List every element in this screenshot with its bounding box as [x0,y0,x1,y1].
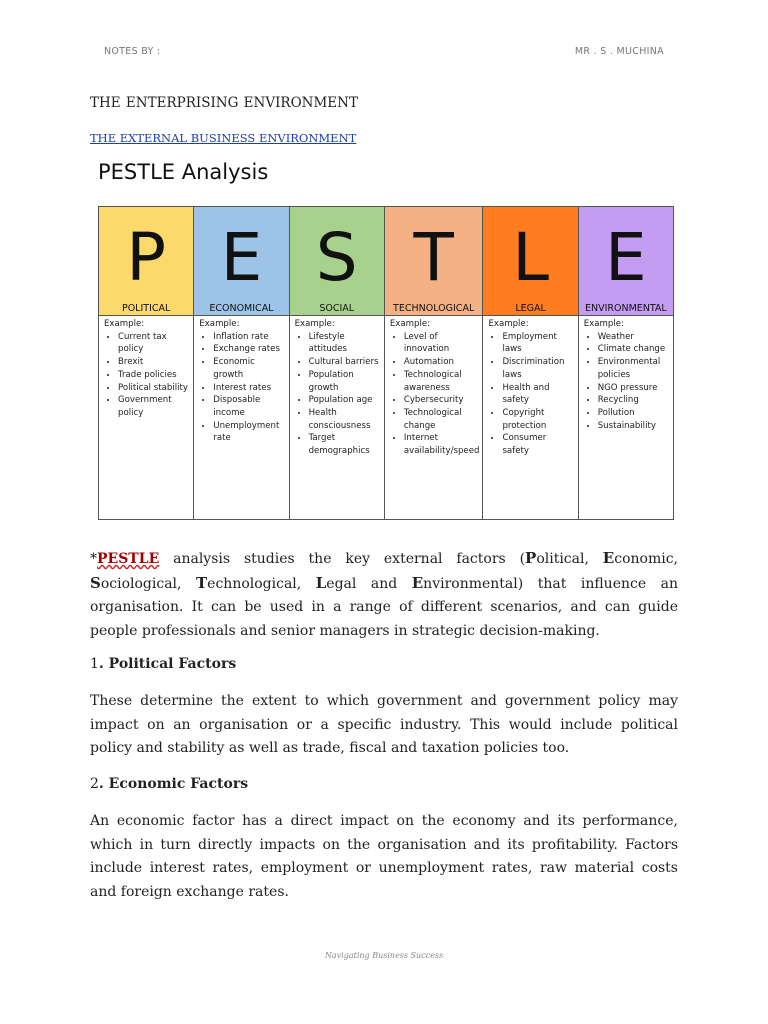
pestle-column-environmental [579,207,673,519]
pestle-letter: E [220,219,263,296]
pestle-column-technological [385,207,484,519]
pestle-column-name: TECHNOLOGICAL [393,303,475,314]
list-item: • Sustainability [598,420,670,433]
list-item: • Discrimination laws [502,356,574,381]
example-label: Example: [389,319,431,329]
pestle-column-header [483,207,577,316]
pestle-column-body [290,316,384,519]
pestle-column-name: SOCIAL [319,303,355,314]
list-item: • Health and safety [502,382,574,407]
pestle-column-economical [194,207,289,519]
initial-letter: T [196,573,208,592]
initial-letter: L [315,573,327,592]
intro-text: egal and [326,575,412,592]
intro-text: analysis studies the key external factors ( [159,551,526,567]
pestle-column-body [483,316,577,519]
header-author: MR . S . MUCHINA [574,46,664,57]
intro-text: olitical, [536,551,603,567]
list-item: • Technological awareness [404,369,480,394]
pestle-column-name: LEGAL [515,303,546,314]
intro-text: conomic, [614,551,678,567]
list-item: • Population growth [309,369,381,394]
section-paragraph-political: These determine the extent to which government and government policy may impact on an organisation or a specific industry. This would include political policy and stability as well as trade, fiscal and taxation policies too. [90,693,678,756]
pestle-column-legal [483,207,578,519]
list-item: • Environmental policies [598,356,670,381]
pestle-word: PESTLE [97,551,160,567]
section-number: 2 [90,776,99,792]
initial-letter: P [525,549,537,567]
list-item: • Political stability [118,382,190,395]
list-item: • Disposable income [213,394,285,419]
list-item: • Health consciousness [309,407,381,432]
pestle-column-header [99,207,193,316]
pestle-letter: P [126,219,167,296]
list-item: • Employment laws [502,331,574,356]
example-list [295,331,381,458]
document-title: THE ENTERPRISING ENVIRONMENT [90,95,358,111]
example-list [488,331,574,458]
list-item: • Current tax policy [118,331,190,356]
list-item: • Unemployment rate [213,420,285,445]
list-item: • Economic growth [213,356,285,381]
initial-letter: E [602,549,615,567]
pestle-column-header [290,207,384,316]
pestle-column-header [385,207,483,316]
pestle-analysis-title: PESTLE Analysis [98,160,269,184]
example-label: Example: [104,319,145,329]
example-list [104,331,190,420]
pestle-column-name: ENVIRONMENTAL [584,303,667,314]
pestle-column-header [579,207,673,316]
example-label: Example: [488,319,529,329]
list-item: • Interest rates [213,382,285,395]
example-label: Example: [199,319,240,329]
list-item: • Trade policies [118,369,190,382]
list-item: • Government policy [118,394,190,419]
section-heading-political [90,656,236,672]
list-item: • Cybersecurity [404,394,480,407]
example-list [199,331,285,445]
list-item: • Technological change [404,407,480,432]
list-item: • Recycling [598,394,670,407]
list-item: • Population age [309,394,381,407]
pestle-letter: L [512,219,549,296]
section-title: . Economic Factors [98,776,249,792]
pestle-column-body [385,316,483,519]
pestle-letter: E [605,219,647,296]
intro-text: ociological, [100,575,196,592]
pestle-column-social [290,207,385,519]
list-item: • Pollution [598,407,670,420]
pestle-intro-paragraph [90,547,678,643]
initial-letter: S [90,573,101,592]
page-footer: Navigating Business Success [324,951,444,960]
external-business-environment-link[interactable]: THE EXTERNAL BUSINESS ENVIRONMENT [90,131,357,145]
example-label: Example: [294,319,335,329]
example-label: Example: [583,319,624,329]
asterisk: * [90,551,97,567]
pestle-column-political [99,207,194,519]
list-item: • Target demographics [309,432,381,457]
section-title: . Political Factors [98,656,237,672]
pestle-letter: S [315,219,358,296]
section-heading-economic [90,776,248,792]
pestle-column-body [99,316,193,519]
list-item: • Cultural barriers [309,356,381,369]
pestle-column-body [194,316,288,519]
section-number: 1 [90,656,99,672]
pestle-letter: T [413,219,454,296]
header-notes-by: NOTES BY : [104,46,161,57]
list-item: • NGO pressure [598,382,670,395]
list-item: • Internet availability/speed [404,432,480,457]
example-list [584,331,670,433]
list-item: • Exchange rates [213,343,285,356]
section-paragraph-economic: An economic factor has a direct impact on the economy and its performance, which in turn directly impacts on the organisation and its profitability. Factors include interest rates, employment or unemployment rates, raw material costs and foreign exchange rates. [90,813,678,900]
pestle-table [98,206,674,520]
pestle-column-name: ECONOMICAL [209,303,274,314]
pestle-column-body [579,316,673,519]
list-item: • Lifestyle attitudes [309,331,381,356]
list-item: • Inflation rate [213,331,285,344]
initial-letter: E [411,573,424,592]
list-item: • Brexit [118,356,190,369]
pestle-column-header [194,207,288,316]
list-item: • Automation [404,356,480,369]
intro-text: nvironmental) that influence an organisation. It can be used in a range of different scenarios, and can guide people professionals and senior managers in strategic decision-making. [90,575,679,639]
pestle-column-name: POLITICAL [121,303,171,314]
list-item: • Consumer safety [502,432,574,457]
example-list [390,331,480,458]
intro-text: echnological, [207,575,316,592]
list-item: • Climate change [598,343,670,356]
list-item: • Copyright protection [502,407,574,432]
list-item: • Level of innovation [404,331,480,356]
list-item: • Weather [598,331,670,344]
